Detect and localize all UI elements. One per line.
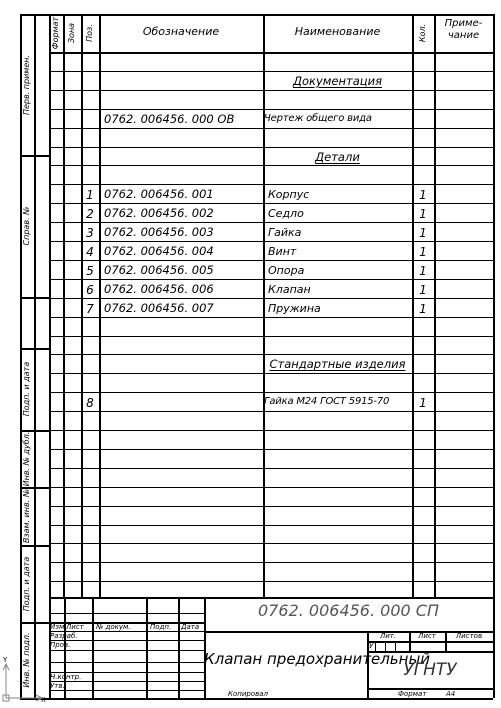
- row-designation: 0762. 006456. 005: [104, 262, 214, 277]
- table-row-line: [49, 543, 493, 544]
- row-designation: 0762. 006456. 000 ОВ: [104, 111, 235, 126]
- header-bottom-line: [49, 52, 493, 54]
- row-qty: 1: [419, 301, 427, 316]
- col-izm: Изм.: [50, 623, 67, 631]
- label-prov: Пров.: [50, 641, 71, 649]
- table-row-line: [49, 279, 493, 280]
- header-format: Формат: [51, 16, 60, 50]
- col-podp: Подп.: [150, 623, 172, 631]
- row-designation: 0762. 006456. 002: [104, 206, 214, 221]
- row-name: Чертеж общего вида: [264, 112, 372, 124]
- table-row-line: [49, 90, 493, 91]
- row-name: Пружина: [268, 301, 321, 315]
- table-row-line: [49, 562, 493, 563]
- table-row-line: [49, 506, 493, 507]
- label-podp-data-1: Подп. и дата: [22, 361, 31, 417]
- frame-bottom: [20, 698, 493, 700]
- label-sprav: Справ. №: [22, 206, 31, 246]
- table-row-line: [49, 241, 493, 242]
- row-name: Клапан: [268, 282, 311, 296]
- label-inv-dubl: Инв. № дубл.: [22, 431, 31, 486]
- document-code: 0762. 006456. 000 СП: [258, 601, 439, 620]
- listov-label: Листов: [455, 632, 483, 640]
- axis-x-label: X: [41, 696, 46, 704]
- row-pos: 8: [86, 396, 94, 411]
- table-column-line: [63, 14, 65, 597]
- table-row-line: [49, 354, 493, 355]
- side-strip-divider: [20, 622, 49, 624]
- row-section-title: Стандартные изделия: [269, 357, 406, 372]
- table-row-line: [49, 222, 493, 223]
- label-inv-podl: Инв. № подл.: [22, 632, 31, 688]
- title-text: Клапан предохранительный: [204, 650, 431, 668]
- col-data: Дата: [181, 623, 200, 631]
- row-pos: 5: [86, 263, 94, 278]
- table-row-line: [49, 165, 493, 166]
- side-strip-divider: [20, 297, 49, 299]
- row-qty: 1: [419, 226, 427, 241]
- title-block-row: [49, 681, 204, 682]
- title-block-top: [49, 597, 493, 599]
- header-note-line2: чание: [447, 30, 480, 41]
- label-nkontr: Н.контр.: [50, 673, 82, 681]
- row-pos: 7: [86, 301, 94, 316]
- row-name: Седло: [268, 207, 304, 221]
- row-name: Гайка: [268, 226, 302, 240]
- table-row-line: [49, 525, 493, 526]
- title-block-row: [49, 640, 204, 641]
- table-row-line: [49, 147, 493, 148]
- footer-format-label: Формат: [398, 690, 427, 698]
- lit-label: Лит.: [379, 632, 397, 640]
- table-row-line: [49, 336, 493, 337]
- row-designation: 0762. 006456. 007: [104, 300, 214, 315]
- row-name: Опора: [268, 263, 305, 277]
- row-qty: 1: [419, 282, 427, 297]
- table-row-line: [49, 430, 493, 431]
- title-block-row: [49, 613, 204, 614]
- row-designation: 0762. 006456. 001: [104, 187, 214, 202]
- row-name: Корпус: [268, 188, 310, 202]
- row-pos: 4: [86, 245, 94, 259]
- row-qty: 1: [419, 245, 427, 259]
- table-row-line: [49, 487, 493, 488]
- table-column-line: [263, 14, 265, 597]
- row-pos: 2: [86, 207, 94, 222]
- header-pos: Поз.: [85, 24, 94, 42]
- label-perv-primen: Перв. примен.: [22, 54, 31, 115]
- table-row-line: [49, 411, 493, 412]
- lit-u: У: [369, 642, 374, 650]
- row-qty: 1: [419, 263, 427, 278]
- table-column-line: [99, 14, 101, 597]
- header-qty: Кол.: [418, 23, 427, 43]
- table-row-line: [49, 392, 493, 393]
- label-razrab: Разраб.: [50, 632, 78, 640]
- frame-right: [493, 14, 495, 698]
- title-block-row: [49, 662, 204, 663]
- title-block-row: [49, 650, 204, 651]
- footer-format-value: А4: [446, 690, 456, 698]
- table-row-line: [49, 449, 493, 450]
- organization-name: УГНТУ: [403, 660, 457, 680]
- table-row-line: [49, 260, 493, 261]
- row-designation: 0762. 006456. 003: [104, 225, 214, 240]
- axis-y-label: Y: [3, 656, 8, 664]
- col-list: Лист: [66, 623, 84, 631]
- title-block-row: [49, 690, 204, 691]
- label-utv: Утв.: [50, 682, 65, 690]
- row-name: Винт: [268, 245, 297, 258]
- list-label: Лист: [418, 632, 436, 640]
- table-row-line: [49, 203, 493, 204]
- row-designation: 0762. 006456. 006: [104, 281, 214, 296]
- row-designation: 0762. 006456. 004: [104, 244, 214, 258]
- table-row-line: [49, 373, 493, 374]
- header-note-line1: Приме-: [444, 18, 483, 29]
- footer-kopiroval: Копировал: [228, 690, 268, 698]
- table-column-line: [434, 14, 436, 597]
- title-block-lit-line: [367, 688, 493, 690]
- side-strip-divider: [20, 155, 49, 157]
- row-name: Гайка М24 ГОСТ 5915-70: [264, 396, 390, 408]
- side-strip-divider: [20, 545, 49, 547]
- row-qty: 1: [419, 188, 427, 203]
- table-row-line: [49, 317, 493, 318]
- header-designation: Обозначение: [142, 25, 220, 38]
- frame-left: [49, 14, 51, 698]
- row-section-title: Детали: [315, 149, 360, 164]
- col-doc: № докум.: [96, 623, 131, 631]
- table-row-line: [49, 109, 493, 110]
- coordinate-axis-icon: [0, 658, 50, 708]
- row-pos: 6: [86, 282, 94, 297]
- side-strip-divider: [20, 348, 49, 350]
- row-qty: 1: [419, 396, 427, 411]
- header-zone: Зона: [67, 22, 76, 44]
- label-podp-data-2: Подп. и дата: [22, 556, 31, 611]
- table-row-line: [49, 468, 493, 469]
- row-pos: 1: [86, 188, 94, 203]
- table-row-line: [49, 128, 493, 129]
- side-strip-divider: [20, 14, 49, 16]
- frame-top: [49, 14, 493, 16]
- row-qty: 1: [419, 207, 427, 222]
- header-name: Наименование: [294, 25, 381, 38]
- table-row-line: [49, 184, 493, 185]
- label-vzam-inv: Взам. инв. №: [22, 488, 31, 544]
- side-strip-line: [34, 14, 36, 698]
- row-section-title: Документация: [292, 73, 382, 88]
- table-row-line: [49, 298, 493, 299]
- table-row-line: [49, 71, 493, 72]
- row-pos: 3: [86, 226, 94, 241]
- table-row-line: [49, 581, 493, 582]
